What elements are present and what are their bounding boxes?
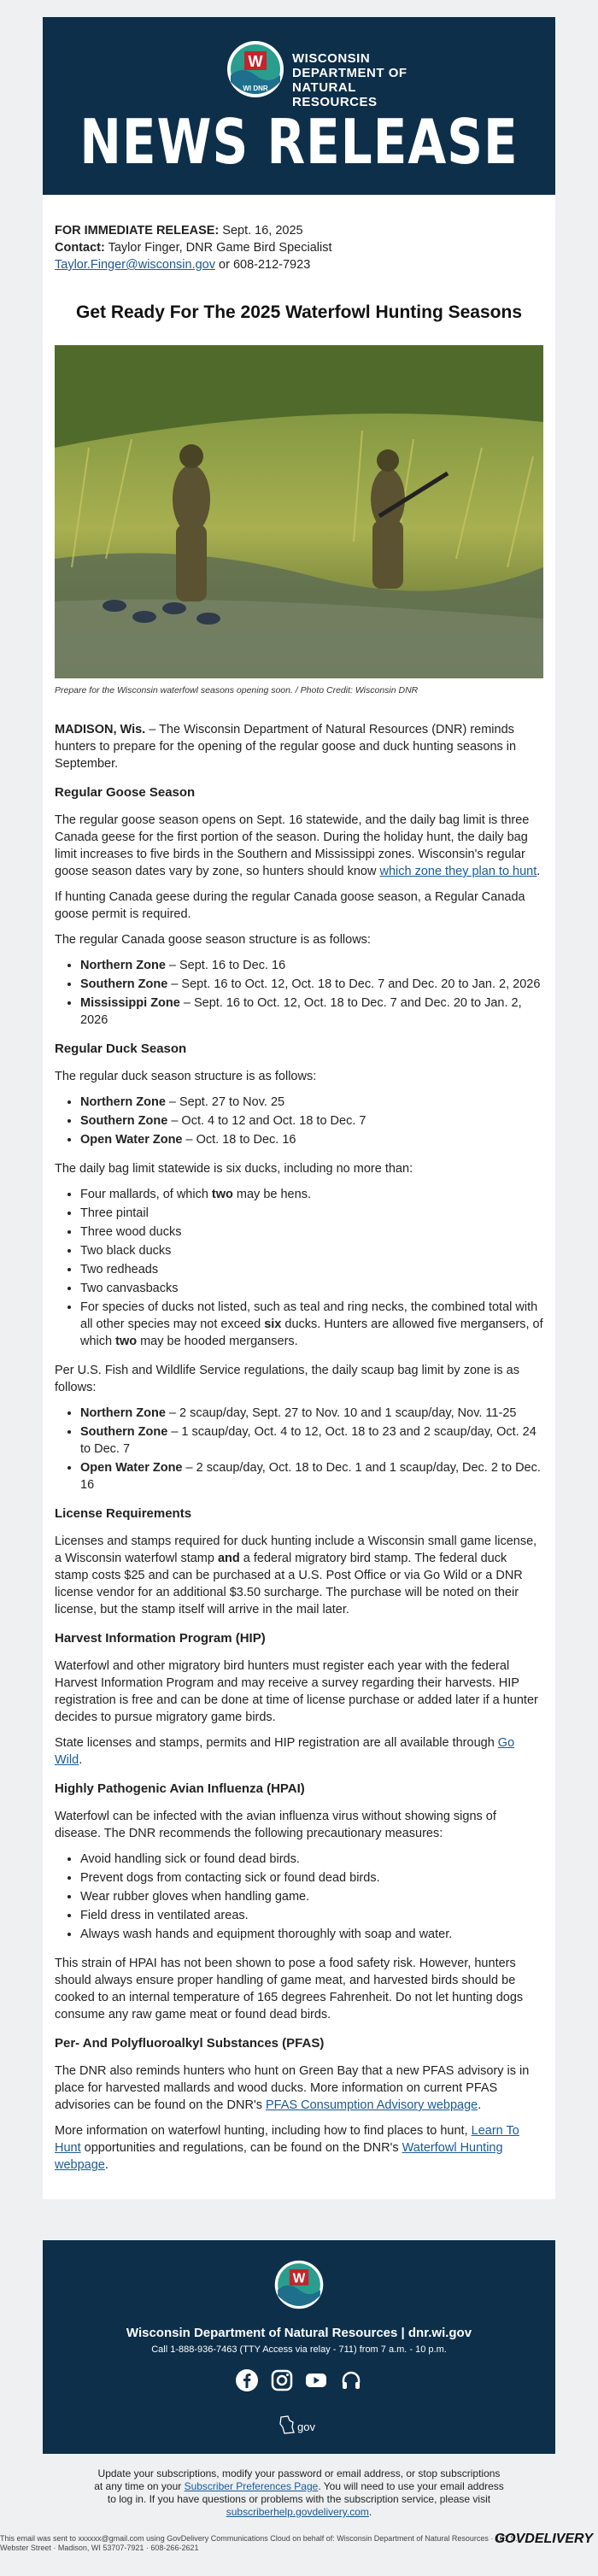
goose-paragraph-3: The regular Canada goose season structure is as follows: xyxy=(55,933,371,947)
duck-paragraph-3: Per U.S. Fish and Wildlife Service regulations, the daily scaup bag limit by zone is as follows: xyxy=(55,1364,519,1394)
goose-zone-link[interactable]: which zone they plan to hunt xyxy=(379,865,537,878)
list-item: • Field dress in ventilated areas. xyxy=(80,1907,543,1924)
hpai-paragraph-2: This strain of HPAI has not been shown to pose a food safety risk. However, hunters should always ensure proper handling of game meat, and harvested birds should be cooked to an internal temperature of 165 degrees Fahrenheit. Do not let hunting dogs consume any raw game meat or found dead birds. xyxy=(55,1957,524,2021)
goose-zone-list xyxy=(55,957,543,1029)
hip-paragraph-1: Waterfowl and other migratory bird hunters must register each year with the federal Harvest Information Program and may receive a survey regarding their harvests. HIP registration is free and can be done at time of license purchase or added later if a hunter decides to pursue migratory game birds. xyxy=(55,1659,538,1724)
dnr-logo-icon xyxy=(226,39,285,99)
news-release-title: NEWS RELEASE xyxy=(79,105,519,179)
govdelivery-logo[interactable]: GOVDELIVERY xyxy=(494,2532,593,2546)
pfas-heading: Per- And Polyfluoroalkyl Substances (PFAS) xyxy=(55,2036,325,2051)
pfas-paragraph-2: More information on waterfowl hunting, including how to find places to hunt, Learn To Hunt opportunities and regulations, can be found on the DNR's Waterfowl Hunting webpage. xyxy=(55,2124,519,2172)
list-item: • Wear rubber gloves when handling game. xyxy=(80,1888,543,1905)
list-item: • Four mallards, of which two may be hens. xyxy=(80,1186,543,1203)
scaup-list xyxy=(55,1405,543,1493)
email-container xyxy=(43,17,555,2519)
goose-paragraph-1: The regular goose season opens on Sept. 16 statewide, and the daily bag limit is three Canada geese for the first portion of the season. During the holiday hunt, the daily bag limit increases to five birds in the Southern and Mississippi zones. Wisconsin's regular goose season dates vary by zone, so hunters should know which zone they plan to hunt. xyxy=(55,813,541,878)
list-item: • Always wash hands and equipment thoroughly with soap and water. xyxy=(80,1926,543,1943)
instagram-icon[interactable] xyxy=(270,2368,294,2392)
intro-paragraph: MADISON, Wis. – The Wisconsin Department of Natural Resources (DNR) reminds hunters to prepare for the opening of the regular goose and duck hunting seasons in September. xyxy=(55,723,517,771)
footer-call: Call 1-888-936-7463 (TTY Access via relay - 711) from 7 a.m. - 10 p.m. xyxy=(151,2344,447,2355)
list-item: • Avoid handling sick or found dead birds. xyxy=(80,1851,543,1868)
list-item: • Two redheads xyxy=(80,1261,543,1278)
go-wild-link[interactable]: Go Wild xyxy=(55,1736,515,1767)
photo-caption: Prepare for the Wisconsin waterfowl seasons opening soon. / Photo Credit: Wisconsin DNR xyxy=(55,685,419,695)
list-item: • Three pintail xyxy=(80,1205,543,1222)
list-item: • Prevent dogs from contacting sick or found dead birds. xyxy=(80,1869,543,1887)
hip-heading: Harvest Information Program (HIP) xyxy=(55,1631,266,1646)
list-item: • Northern Zone – 2 scaup/day, Sept. 27 to Nov. 10 and 1 scaup/day, Nov. 11-25 xyxy=(80,1405,543,1422)
learn-to-hunt-link[interactable]: Learn To Hunt xyxy=(55,2124,519,2155)
contact-line: Contact: Taylor Finger, DNR Game Bird Specialist xyxy=(55,241,332,255)
list-item: • Northern Zone – Sept. 16 to Dec. 16 xyxy=(80,957,543,974)
wisconsin-gov-logo xyxy=(43,2414,555,2440)
release-date-line: FOR IMMEDIATE RELEASE: Sept. 16, 2025 xyxy=(55,224,303,238)
duck-heading: Regular Duck Season xyxy=(55,1042,187,1056)
list-item: • Open Water Zone – 2 scaup/day, Oct. 18 to Dec. 1 and 1 scaup/day, Dec. 2 to Dec. 16 xyxy=(80,1459,543,1493)
list-item: • Two black ducks xyxy=(80,1242,543,1259)
license-paragraph: Licenses and stamps required for duck hunting include a Wisconsin small game license, a Wisconsin waterfowl stamp and a federal migratory bird stamp. The federal duck stamp costs $25 and can be purchased at a U.S. Post Office or via Go Wild or a DNR license vendor for an additional $3.50 surcharge. The purchase will be noted on their license, but the stamp itself will arrive in the mail later. xyxy=(55,1534,537,1617)
goose-paragraph-2: If hunting Canada geese during the regular Canada goose season, a Regular Canada goose permit is required. xyxy=(55,890,525,921)
article-title: Get Ready For The 2025 Waterfowl Hunting Seasons xyxy=(76,302,522,322)
svg-text:WI DNR: WI DNR xyxy=(243,85,268,92)
article-body xyxy=(43,195,555,2199)
pfas-paragraph-1: The DNR also reminds hunters who hunt on Green Bay that a new PFAS advisory is in place for harvested mallards and wood ducks. More information on current PFAS advisories can be found on the DNR's PFAS Consumption Advisory webpage. xyxy=(55,2064,530,2112)
list-item: • For species of ducks not listed, such as teal and ring necks, the combined total with all other species may not exceed six ducks. Hunters are allowed five mergansers, of which two may be hooded mergansers. xyxy=(80,1299,543,1350)
duck-paragraph-1: The regular duck season structure is as follows: xyxy=(55,1070,317,1083)
duck-paragraph-2: The daily bag limit statewide is six ducks, including no more than: xyxy=(55,1162,413,1176)
hpai-paragraph-1: Waterfowl can be infected with the avian influenza virus without showing signs of disease. The DNR recommends the following precautionary measures: xyxy=(55,1810,496,1840)
contact-email-link[interactable]: Taylor.Finger@wisconsin.gov xyxy=(55,258,215,272)
pfas-advisory-link[interactable]: PFAS Consumption Advisory webpage xyxy=(266,2098,478,2112)
svg-text:gov: gov xyxy=(297,2421,315,2433)
podcast-icon[interactable] xyxy=(339,2368,363,2392)
hunters-photo xyxy=(55,345,543,678)
org-name: WISCONSIN DEPARTMENT OF NATURAL RESOURCES xyxy=(292,51,407,109)
list-item: • Three wood ducks xyxy=(80,1223,543,1241)
header-banner xyxy=(43,17,555,195)
social-links xyxy=(43,2368,555,2397)
list-item: • Southern Zone – 1 scaup/day, Oct. 4 to 12, Oct. 18 to 23 and 2 scaup/day, Oct. 24 to Dec. 7 xyxy=(80,1423,543,1458)
manage-subscriptions: Update your subscriptions, modify your password or email address, or stop subscriptions at any time on your Subscriber Preferences Page. You will need to use your email address to log in. If you have questions or problems with the subscription service, please visit subscriberhelp.govdelivery.com. xyxy=(94,2467,504,2518)
list-item: • Open Water Zone – Oct. 18 to Dec. 16 xyxy=(80,1131,543,1148)
bag-limit-list xyxy=(55,1186,543,1350)
waterfowl-hunting-link[interactable]: Waterfowl Hunting webpage xyxy=(55,2141,503,2172)
hpai-heading: Highly Pathogenic Avian Influenza (HPAI) xyxy=(55,1781,305,1796)
goose-heading: Regular Goose Season xyxy=(55,785,196,800)
hip-paragraph-2: State licenses and stamps, permits and HIP registration are all available through Go Wild. xyxy=(55,1736,515,1767)
license-heading: License Requirements xyxy=(55,1506,192,1521)
facebook-icon[interactable] xyxy=(235,2368,259,2392)
contact-email-line: Taylor.Finger@wisconsin.gov or 608-212-7923 xyxy=(55,258,311,272)
dnr-logo xyxy=(226,39,431,109)
svg-text:W: W xyxy=(248,53,263,70)
footer-dnr-logo-icon xyxy=(273,2259,325,2310)
svg-text:W: W xyxy=(292,2271,306,2286)
hpai-list xyxy=(55,1851,543,1943)
list-item: • Two canvasbacks xyxy=(80,1280,543,1297)
footer xyxy=(43,2240,555,2454)
sent-to-notice: This email was sent to xxxxxx@gmail.com using GovDelivery Communications Cloud on behalf of: Wisconsin Department of Natural Resources · 101 S. Webster Street · Madison, WI 53707-7921 · 608-266-2621 xyxy=(0,2534,518,2552)
wisconsin-state-icon xyxy=(278,2414,320,2436)
list-item: • Southern Zone – Oct. 4 to 12 and Oct. 18 to Dec. 7 xyxy=(80,1112,543,1130)
subscriber-preferences-link[interactable]: Subscriber Preferences Page xyxy=(184,2480,319,2492)
list-item: • Southern Zone – Sept. 16 to Oct. 12, Oct. 18 to Dec. 7 and Dec. 20 to Jan. 2, 2026 xyxy=(80,976,543,993)
list-item: • Northern Zone – Sept. 27 to Nov. 25 xyxy=(80,1094,543,1111)
footer-org: Wisconsin Department of Natural Resources | dnr.wi.gov xyxy=(126,2326,472,2340)
list-item: • Mississippi Zone – Sept. 16 to Oct. 12, Oct. 18 to Dec. 7 and Dec. 20 to Jan. 2, 2026 xyxy=(80,995,543,1029)
subscriber-help-link[interactable]: subscriberhelp.govdelivery.com xyxy=(226,2506,369,2518)
youtube-icon[interactable] xyxy=(304,2368,328,2392)
duck-zone-list xyxy=(55,1094,543,1148)
